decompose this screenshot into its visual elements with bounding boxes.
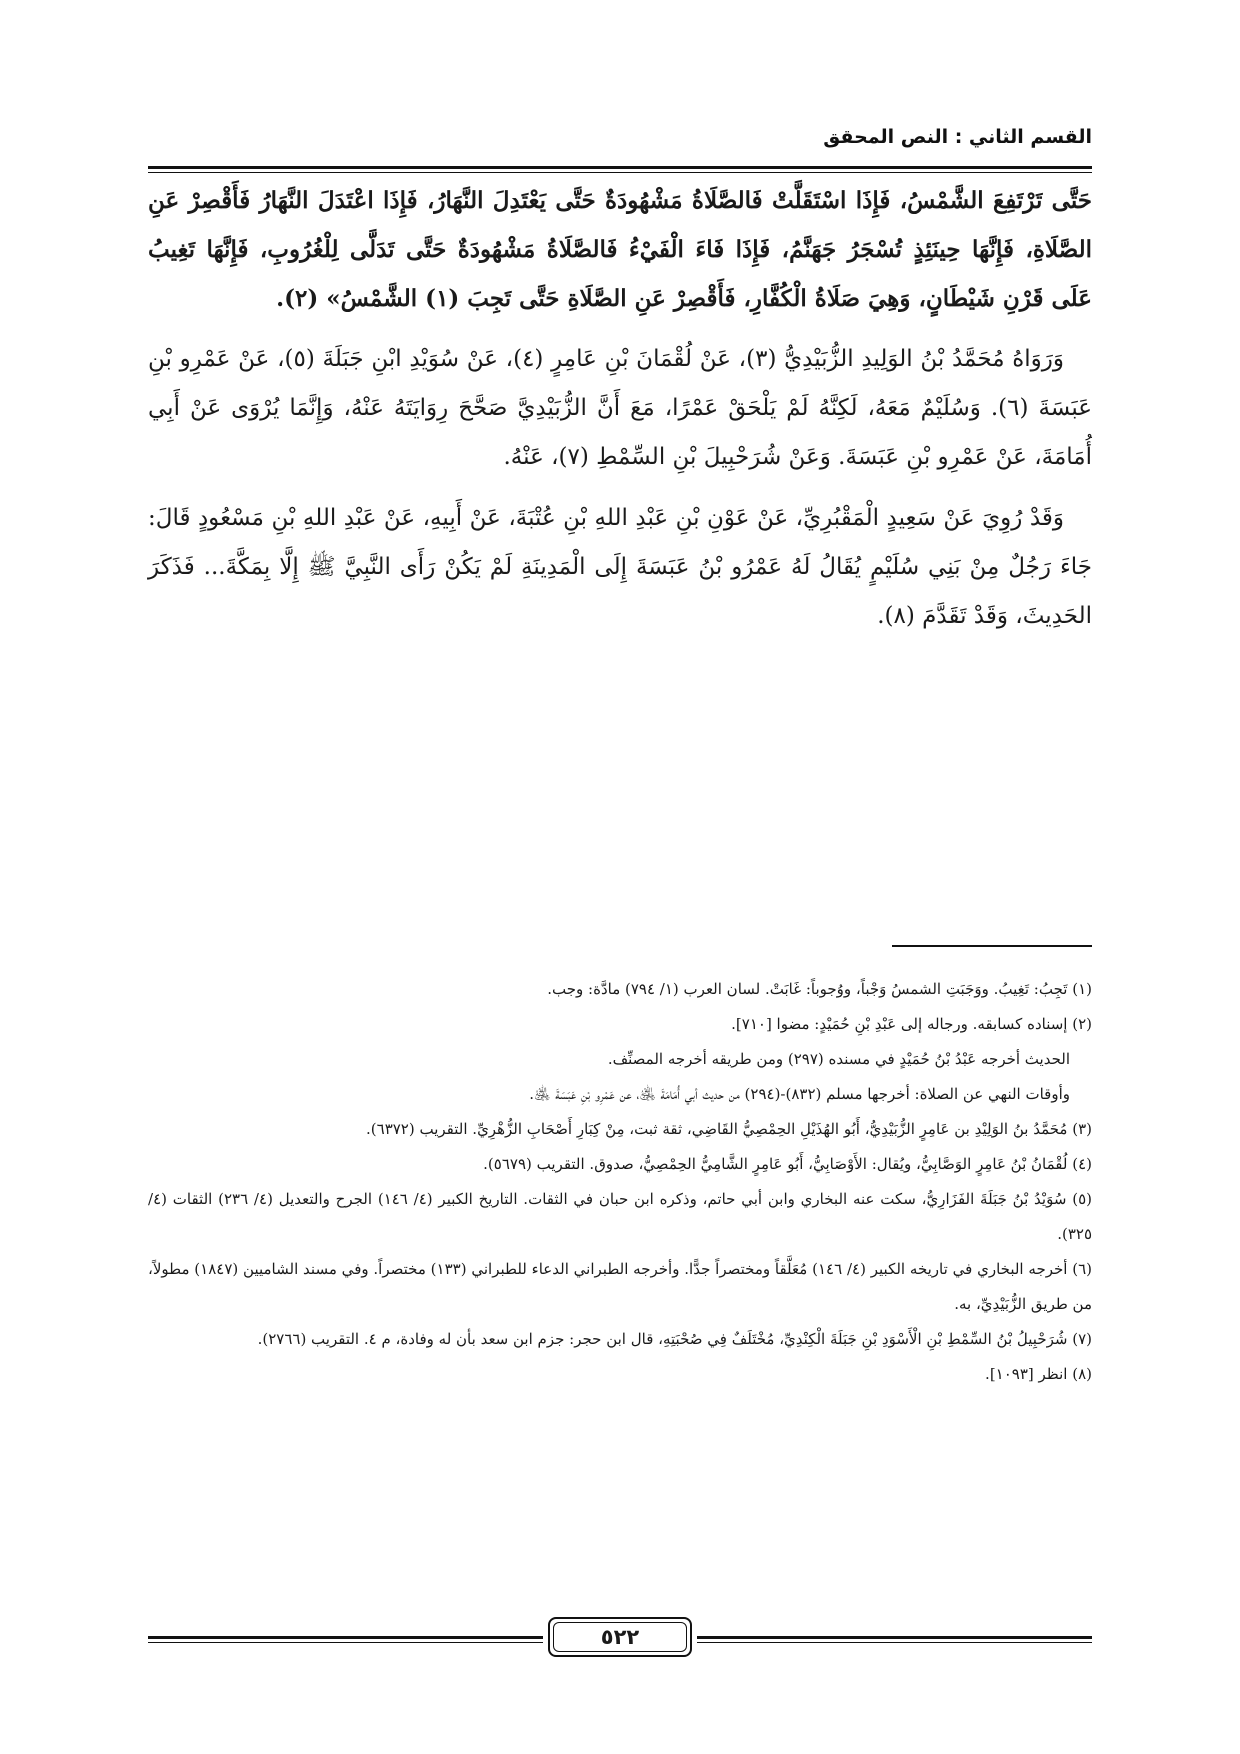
footnote-2-cont-b: وأوقات النهي عن الصلاة: أخرجها مسلم (٨٣٢)-(٢٩٤) من حديث أبي أُمَامَةَ ﵁، عن عَمْرِو بْنِ عَبَسَةَ ﵁.: [529, 1085, 1070, 1103]
footnote-1: (١) تَجِبُ: تَغِيبُ. ووَجَبَتِ الشمسُ وَجْباً، ووُجوباً: غَابَتْ. لسان العرب (١/ ٧٩٤) مادَّة: وجب.: [547, 980, 1092, 998]
footnote-6: (٦) أخرجه البخاري في تاريخه الكبير (٤/ ١٤٦) مُعَلَّقاً ومختصراً جدًّا. وأخرجه الطبراني الدعاء للطبراني (١٣٣) مختصراً. وفي مسند الشاميين (١٨٤٧) مطولاً، من طريق الزُّبَيْدِيِّ، به.: [148, 1260, 1093, 1313]
footnote-2-cont-a: الحديث أخرجه عَبْدُ بْنُ حُمَيْدٍ في مسنده (٢٩٧) ومن طريقه أخرجه المصنِّف.: [607, 1050, 1070, 1068]
footnote-4: (٤) لُقْمَانُ بْنُ عَامِرٍ الوَصَّابِيُّ، ويُقال: الأَوْصَابِيُّ، أَبُو عَامِرٍ الشَّامِيُّ الحِمْصِيُّ، صدوق. التقريب (٥٦٧٩).: [483, 1155, 1092, 1173]
paragraph-1: حَتَّى تَرْتَفِعَ الشَّمْسُ، فَإِذَا اسْتَقَلَّتْ فَالصَّلَاةُ مَشْهُودَةٌ حَتَّى يَعْتَدِلَ النَّهَارُ، فَإِذَا اعْتَدَلَ النَّهَارُ فَأَقْصِرْ عَنِ الصَّلَاةِ، فَإِنَّهَا حِينَئِذٍ تُسْجَرُ جَهَنَّمُ، فَإِذَا فَاءَ الْفَيْءُ فَالصَّلَاةُ مَشْهُودَةٌ حَتَّى تَدَلَّى لِلْغُرُوبِ، فَإِنَّهَا تَغِيبُ عَلَى قَرْنِ شَيْطَانٍ، وَهِيَ صَلَاةُ الْكُفَّارِ، فَأَقْصِرْ عَنِ الصَّلَاةِ حَتَّى تَجِبَ (١) الشَّمْسُ» (٢).: [148, 187, 1092, 312]
footnote-2: (٢) إسناده كسابقه. ورجاله إلى عَبْدِ بْنِ حُمَيْدٍ: مضوا [٧١٠].: [731, 1015, 1092, 1033]
page-number: [548, 1617, 692, 1657]
page-number-text: ٥٢٢: [600, 1625, 640, 1649]
paragraph-3: وَقَدْ رُوِيَ عَنْ سَعِيدٍ الْمَقْبُرِيِّ، عَنْ عَوْنِ بْنِ عَبْدِ اللهِ بْنِ عُتْبَةَ، عَنْ أَبِيهِ، عَنْ عَبْدِ اللهِ بْنِ مَسْعُودٍ قَالَ: جَاءَ رَجُلٌ مِنْ بَنِي سُلَيْمٍ يُقَالُ لَهُ عَمْرُو بْنُ عَبَسَةَ إِلَى الْمَدِينَةِ لَمْ يَكُنْ رَأَى النَّبِيَّ ﷺ إِلَّا بِمَكَّةَ... فَذَكَرَ الحَدِيثَ، وَقَدْ تَقَدَّمَ (٨).: [148, 505, 1092, 629]
running-header: القسم الثاني : النص المحقق: [823, 126, 1092, 148]
footer-rule-right: [697, 1636, 1092, 1643]
footnote-7: (٧) شُرَحْبِيلُ بْنُ السِّمْطِ بْنِ الْأَسْوَدِ بْنِ جَبَلَةَ الْكِنْدِيِّ، مُخْتَلَفٌ فِي صُحْبَتِهِ، قال ابن حجر: جزم ابن سعد بأن له وفادة، م ٤. التقريب (٢٧٦٦).: [257, 1330, 1092, 1348]
footnote-3: (٣) مُحَمَّدُ بنُ الوَلِيْدِ بن عَامِرٍ الزُّبَيْدِيُّ، أَبُو الهُذَيْلِ الحِمْصِيُّ القَاضِي، ثقة ثبت، مِنْ كِبَارِ أَصْحَابِ الزُّهْرِيِّ. التقريب (٦٣٧٢).: [366, 1120, 1092, 1138]
paragraph-2: وَرَوَاهُ مُحَمَّدُ بْنُ الوَلِيدِ الزُّبَيْدِيُّ (٣)، عَنْ لُقْمَانَ بْنِ عَامِرٍ (٤)، عَنْ سُوَيْدِ ابْنِ جَبَلَةَ (٥)، عَنْ عَمْرِو بْنِ عَبَسَةَ (٦). وَسُلَيْمٌ مَعَهُ، لَكِنَّهُ لَمْ يَلْحَقْ عَمْرًا، مَعَ أَنَّ الزُّبَيْدِيَّ صَحَّحَ رِوَايَتَهُ عَنْهُ، وَإِنَّمَا يُرْوَى عَنْ أَبِي أُمَامَةَ، عَنْ عَمْرِو بْنِ عَبَسَةَ. وَعَنْ شُرَحْبِيلَ بْنِ السِّمْطِ (٧)، عَنْهُ.: [148, 346, 1092, 470]
main-text: [148, 176, 1092, 653]
footnote-5: (٥) سُوَيْدُ بْنُ جَبَلَةَ الفَزَارِيُّ، سكت عنه البخاري وابن أبي حاتم، وذكره ابن حبان في الثقات. التاريخ الكبير (٤/ ١٤٦) الجرح والتعديل (٤/ ٢٣٦) الثقات (٤/ ٣٢٥).: [148, 1190, 1092, 1243]
footnotes: [148, 972, 1092, 1392]
footer-rule-left: [148, 1636, 543, 1643]
header-rule: [148, 166, 1092, 173]
footnote-separator: [892, 945, 1092, 947]
footnote-8: (٨) انظر [١٠٩٣].: [985, 1365, 1092, 1383]
